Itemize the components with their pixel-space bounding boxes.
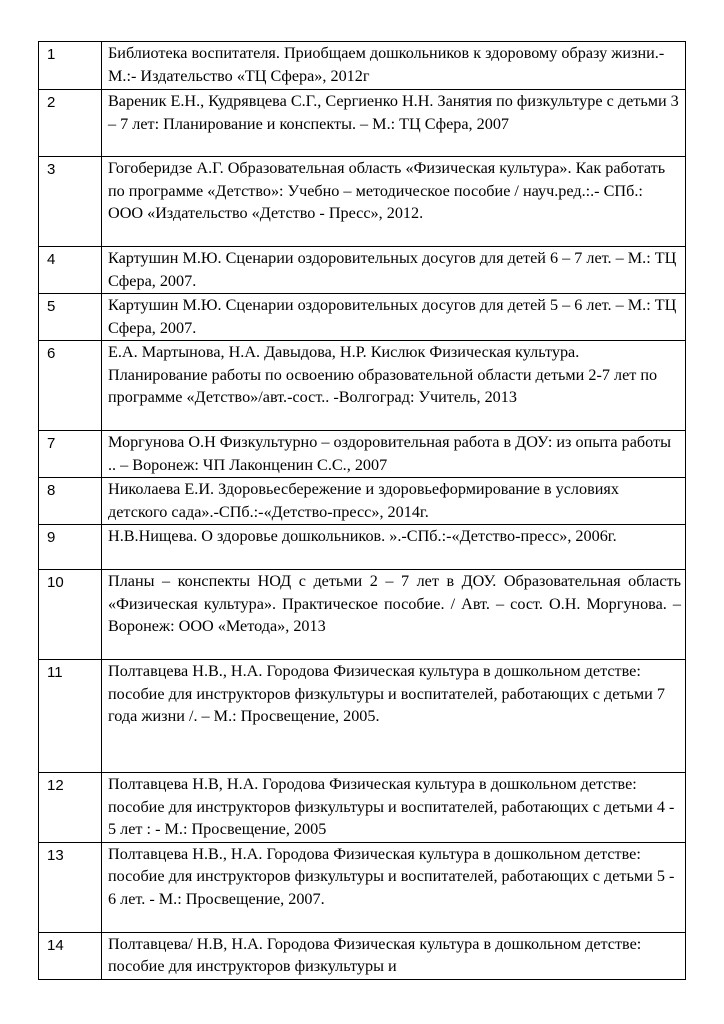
row-number: 10 (39, 570, 102, 660)
table-row (39, 42, 686, 90)
row-number: 14 (39, 932, 102, 979)
row-number: 12 (39, 773, 102, 843)
table-row (39, 90, 686, 157)
row-number: 5 (39, 294, 102, 341)
reference-text: Моргунова О.Н Физкультурно – оздоровительная работа в ДОУ: из опыта работы .. – Воронеж: ЧП Лаконценин С.С., 2007 (102, 431, 686, 478)
row-number: 6 (39, 341, 102, 431)
row-number: 9 (39, 525, 102, 570)
table-row (39, 157, 686, 247)
row-number: 13 (39, 842, 102, 932)
reference-text: Полтавцева/ Н.В, Н.А. Городова Физическая культура в дошкольном детстве: пособие для инструкторов физкультуры и (102, 932, 686, 979)
table-row (39, 294, 686, 341)
reference-text: Полтавцева Н.В, Н.А. Городова Физическая культура в дошкольном детстве: пособие для инструкторов физкультуры и воспитателей, работающих с детьми 4 - 5 лет : - М.: Просвещение, 2005 (102, 773, 686, 843)
table-row (39, 660, 686, 773)
row-number: 3 (39, 157, 102, 247)
table-row (39, 570, 686, 660)
row-number: 11 (39, 660, 102, 773)
table-row (39, 431, 686, 478)
reference-text: Планы – конспекты НОД с детьми 2 – 7 лет в ДОУ. Образовательная область «Физическая культура». Практическое пособие. / Авт. – сост. О.Н. Моргунова. – Воронеж: ООО «Метода», 2013 (102, 570, 686, 660)
reference-text: Гогоберидзе А.Г. Образовательная область «Физическая культура». Как работать по программе «Детство»: Учебно – методическое пособие / науч.ред.:.- СПб.: ООО «Издательство «Детство - Пресс», 2012. (102, 157, 686, 247)
reference-text: Н.В.Нищева. О здоровье дошкольников. ».-СПб.:-«Детство-пресс», 2006г. (102, 525, 686, 570)
reference-table (38, 41, 686, 980)
table-row (39, 247, 686, 294)
row-number: 8 (39, 478, 102, 525)
reference-text: Николаева Е.И. Здоровьесбережение и здоровьеформирование в условиях детского сада».-СПб.:-«Детство-пресс», 2014г. (102, 478, 686, 525)
row-number: 7 (39, 431, 102, 478)
reference-text: Е.А. Мартынова, Н.А. Давыдова, Н.Р. Кислюк Физическая культура. Планирование работы по освоению образовательной области детьми 2-7 лет по программе «Детство»/авт.-сост.. -Волгоград: Учитель, 2013 (102, 341, 686, 431)
reference-text: Вареник Е.Н., Кудрявцева С.Г., Сергиенко Н.Н. Занятия по физкультуре с детьми 3 – 7 лет: Планирование и конспекты. – М.: ТЦ Сфера, 2007 (102, 90, 686, 157)
table-row (39, 932, 686, 979)
row-number: 2 (39, 90, 102, 157)
table-row (39, 773, 686, 843)
reference-text: Картушин М.Ю. Сценарии оздоровительных досугов для детей 5 – 6 лет. – М.: ТЦ Сфера, 2007. (102, 294, 686, 341)
reference-text: Библиотека воспитателя. Приобщаем дошкольников к здоровому образу жизни.-М.:- Издательство «ТЦ Сфера», 2012г (102, 42, 686, 90)
table-row (39, 525, 686, 570)
table-row (39, 842, 686, 932)
reference-text: Полтавцева Н.В., Н.А. Городова Физическая культура в дошкольном детстве: пособие для инструкторов физкультуры и воспитателей, работающих с детьми 7 года жизни /. – М.: Просвещение, 2005. (102, 660, 686, 773)
row-number: 1 (39, 42, 102, 90)
table-row (39, 341, 686, 431)
reference-text: Полтавцева Н.В., Н.А. Городова Физическая культура в дошкольном детстве: пособие для инструкторов физкультуры и воспитателей, работающих с детьми 5 - 6 лет. - М.: Просвещение, 2007. (102, 842, 686, 932)
row-number: 4 (39, 247, 102, 294)
table-row (39, 478, 686, 525)
reference-text: Картушин М.Ю. Сценарии оздоровительных досугов для детей 6 – 7 лет. – М.: ТЦ Сфера, 2007. (102, 247, 686, 294)
